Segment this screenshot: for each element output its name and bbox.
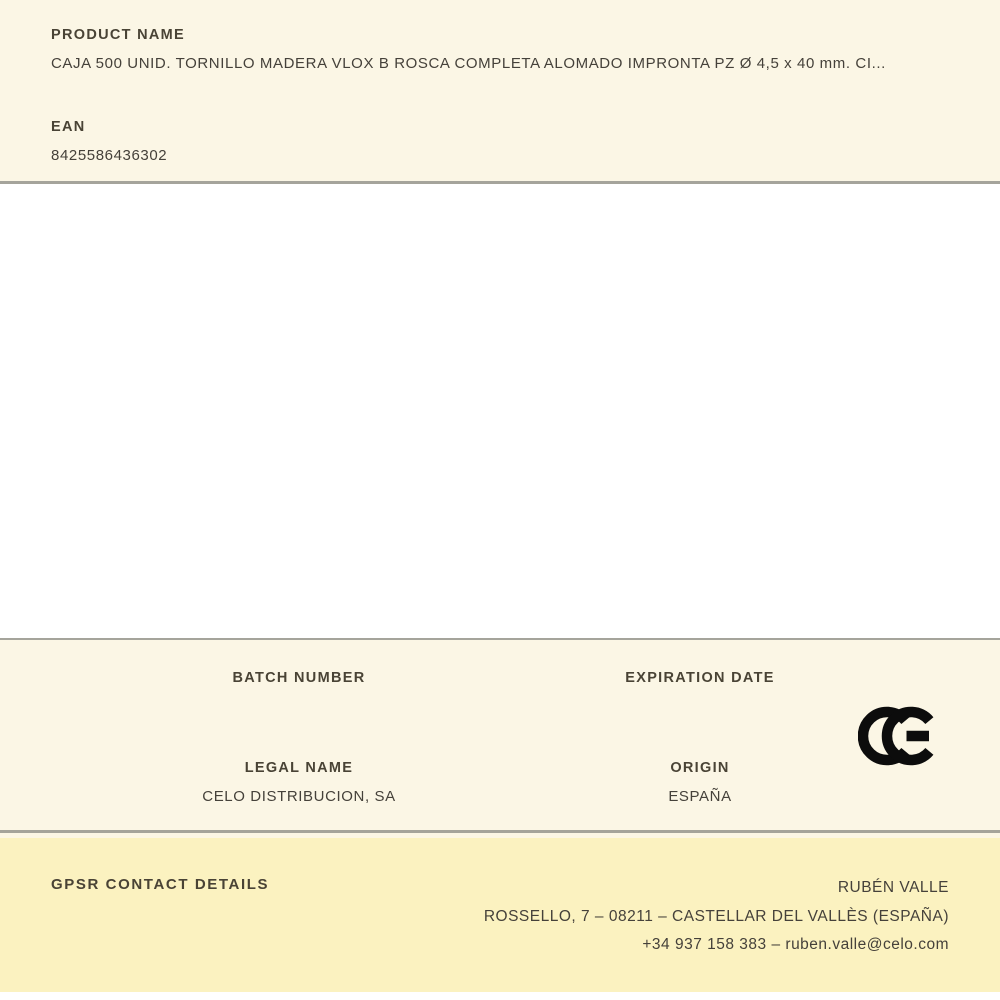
content-placeholder-section: [0, 184, 1000, 640]
ean-value: 8425586436302: [51, 147, 168, 164]
legal-name-label: LEGAL NAME: [244, 760, 354, 776]
contact-address: ROSSELLO, 7 – 08211 – CASTELLAR DEL VALLÈS (ESPAÑA): [483, 907, 949, 925]
legal-name-value: CELO DISTRIBUCION, SA: [202, 788, 396, 805]
product-name-label: PRODUCT NAME: [51, 27, 186, 43]
contact-phone-email: +34 937 158 383 – ruben.valle@celo.com: [642, 936, 949, 953]
product-name-value: CAJA 500 UNID. TORNILLO MADERA VLOX B ROSCA COMPLETA ALOMADO IMPRONTA PZ Ø 4,5 x 40 mm. CI...: [51, 55, 886, 72]
expiration-date-label: EXPIRATION DATE: [625, 670, 775, 686]
ce-mark-icon: [858, 706, 940, 766]
gpsr-footer-section: [0, 838, 1000, 992]
gpsr-contact-label: GPSR CONTACT DETAILS: [51, 876, 270, 893]
origin-value: ESPAÑA: [668, 788, 732, 805]
gpsr-contact-block: [484, 874, 949, 960]
ean-label: EAN: [51, 119, 86, 135]
origin-label: ORIGIN: [670, 760, 730, 776]
contact-name: RUBÉN VALLE: [837, 879, 949, 896]
product-header-section: [0, 0, 1000, 184]
compliance-info-section: [0, 640, 1000, 833]
batch-number-label: BATCH NUMBER: [232, 670, 366, 686]
